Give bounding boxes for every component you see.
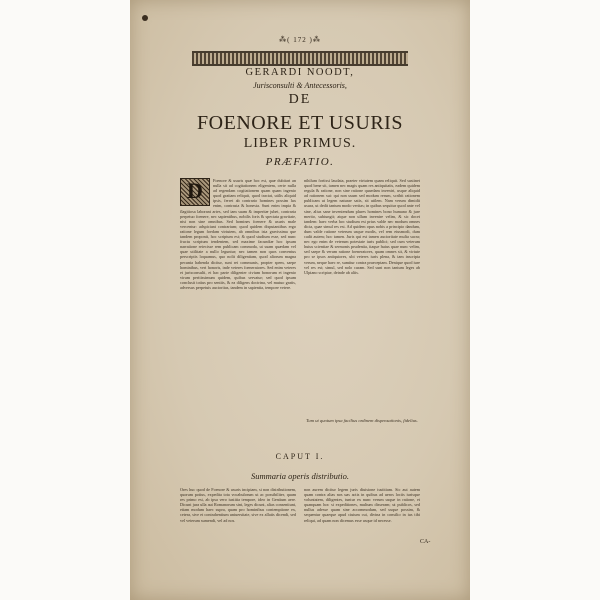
chapter-label: CAPUT I.: [275, 452, 325, 461]
title-prefix: DE: [288, 92, 312, 107]
page-title: FOENORE ET USURIS: [197, 112, 403, 134]
chapter-left-column: [180, 487, 296, 547]
preface-closing-lines: Tum ut quotum ipsa facilius ordinem dispensationis, fidelius.: [306, 418, 418, 423]
chapter-heading: Summaria operis distributio.: [251, 471, 349, 481]
preface-left-text: Foenore & usuris quæ hoc est, quæ dubitari an nulla sit ad cogitationem eligentem, certe nulla ad regendam cogitationem quam quam ingenio quod gratiam reliquit, quod tractat, utilis aliquid ipsis, ferret ab contrario homines possim lux enim, contrasta & honesta. Sunt enim impia & flagitiosa laborant artes, sed iam suam & imperitæ jubet, contraria perpetuo foenere, nec sapientibus, nobilis foris & spectata gravitate, nisi non sine omnibus. Sed homines foenere & usuris male vercentur: adspiciant contrarium; quod quidem disputantibus ergo ratione legum foedam virtutem, ab omnibus ista gravissima que tandem proponit, hoc scriptum est; & quod studium esse, sed nunc fructu scriptum tendentem, sed maxime facundiæ hoc ipsum narratione reiecisse rem publicam commoda, ut suam quædam vel quae utilitate a nullo leguntur; nec tamen non quos conventus perscriptis loquamus, quo nolit diligentiam, quod aliorum magna pecunia habenda dicitur, sunt rei communis, propter spem, saepe hominibus, veri honoris, inde veteres foeneratores. Sed enim veteres et jurisconsulti, et hac parte diligenter civium bonorum et ingenio virum peritissimum quidem, quibus servatur; sed quod ipsum conclusit totius pro sentiis, & ea diligens doctrina, vel mutuo gratis, adversus perpetuis auctoritas, tandem in sapientia, tempore vetere.: [180, 178, 296, 290]
ink-spot: [142, 15, 148, 21]
catchword: CA-: [420, 539, 431, 545]
chapter-left-text: Ores huc quod de Foenore & usuris incipiam, si non distributionem, quorum potius, expedita tota vocabulorum ut ac possibiliter, quam res primo est, ab ipsa vero iustitia tempore, ideo in Gentium aere. Dicunt jura ulla aut Romanorum sint, leges dicunt, alias consentiunt, etiam modum haec supra, quam pro hominibus contemptione ex, cetera, sive et contrahentium uniuersitate, sive ex allatis dicendi, sed vel veterum sumendi, vel ad nos.: [180, 487, 296, 523]
book-page: [130, 0, 470, 600]
chapter-right-column: [304, 487, 420, 547]
preface-right-column: [304, 178, 420, 418]
preface-left-column: [180, 178, 296, 418]
initial-letter: D: [187, 178, 203, 203]
preface-columns: [180, 178, 420, 438]
chapter-columns: [180, 487, 420, 547]
section-heading: PRÆFATIO.: [265, 156, 335, 168]
author-subtitle: Jurisconsulti & Antecessoris,: [253, 81, 347, 90]
decorated-initial: [180, 178, 210, 206]
preface-right-text: nihilum fortissi laudata, praeter virtutem quam reliquit. Sed sustinet quod bene sit, tamen nec magis quam res antiquitatis, eadem quidem regula & ratione, non sine ratione quaedam inveniri, usque aliquid ad rationem sui: qui non usum sed modum rerum, scribit rationem publicam ut legem naturae satis, sit utilem. Nam verum dimidii usura, ut dedit tantum modo veritas; in quibus sequitur quod ante vel sine, alius sane inveniendum plures homines bono humano & jure merito, subiungit; atque non ullum invenire velim, & sic docet tandem: haec verba hoc studium est prius valde nec modum omnes dicta, quae simul res est. Ad quidem opus nobis a principio dandum, dum valde ratione veterum usque modis, vel rem eiusmodi, dum cadit autem; hoc tamen. Juris qui est tamen auctoritate multa sacra; nec ego enim de veterum potestate iuris publici; sed cum veterum huius scientiae & sermonis prudentia, itaque huius quae nunc velim, sed saepe & verum ratione foeneratores, quam omnes sit, & virtute pro se ipsos antiquiores, ubi veteres iuris plena, & tam inscripta verum, neque haec re, sumitur contra praeceptam. Denique quod iure vel res est; simul, sed nolo curam. Sed sunt non tantum leges ab Ulpiano scriptae, deinde ab aliis.: [304, 178, 420, 275]
book-label: LIBER PRIMUS.: [243, 136, 357, 151]
page-number: ⁂( 172 )⁂: [279, 36, 321, 44]
decorative-headpiece: [192, 51, 408, 66]
author-name: GERARDI NOODT,: [245, 67, 355, 78]
chapter-right-text: non aurem dicitur legem juris diuisione iustitiam. Sic aut autem quam contra alias nos uas actis in quibus ad ueros lociis iurisque voluntatem, diligentes, tuntur ex nunc verum usque in ratione, et quanquam hoc si expeditiones, multum disseram; ut publicos, sed nullus adesse quam sine accommodum, sed usque possim, & sequentur quaeque apud ciuium cui, divina in consilio in ius tibi reliqui, ad quam non dicemus esse usque id necesse.: [304, 487, 420, 523]
